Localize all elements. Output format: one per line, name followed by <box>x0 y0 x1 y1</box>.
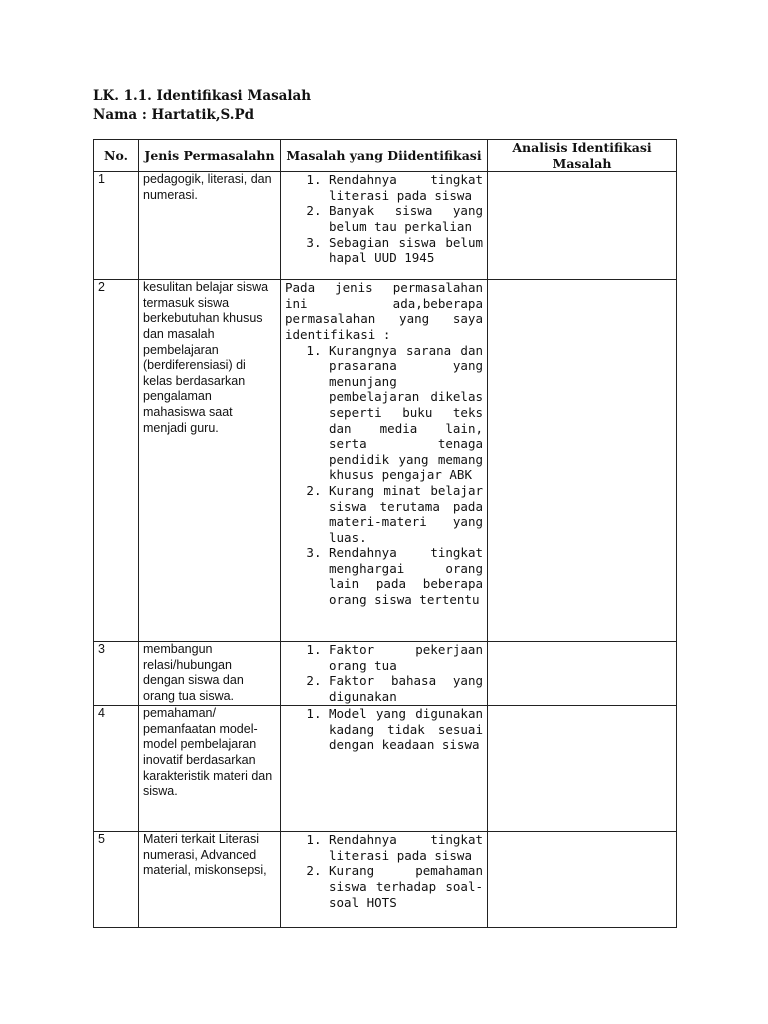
title-block <box>93 87 311 125</box>
jenis-cell: membangun relasi/hubungan dengan siswa dan orang tua siswa. <box>139 642 281 706</box>
masalah-cell <box>281 832 488 928</box>
row-number: 1 <box>94 172 139 280</box>
masalah-intro: Pada jenis permasalahan ini ada,beberapa permasalahan yang saya identifikasi : <box>285 280 483 342</box>
header-masalah: Masalah yang Diidentifikasi <box>281 140 488 172</box>
table-row <box>94 280 677 642</box>
list-item: 2. Banyak siswa yang belum tau perkalian <box>329 203 483 234</box>
header-no: No. <box>94 140 139 172</box>
row-number: 5 <box>94 832 139 928</box>
list-item: 2. Kurang minat belajar siswa terutama pada materi-materi yang luas. <box>329 483 483 545</box>
header-jenis: Jenis Permasalahn <box>139 140 281 172</box>
masalah-cell <box>281 642 488 706</box>
identification-table <box>93 139 677 928</box>
table-row <box>94 642 677 706</box>
table-row <box>94 706 677 832</box>
row-number: 2 <box>94 280 139 642</box>
analisis-cell <box>488 642 677 706</box>
header-analisis: Analisis Identifikasi Masalah <box>488 140 677 172</box>
analisis-cell <box>488 172 677 280</box>
analisis-cell <box>488 280 677 642</box>
jenis-cell: kesulitan belajar siswa termasuk siswa berkebutuhan khusus dan masalah pembelajaran (berdiferensiasi) di kelas berdasarkan pengalaman mahasiswa saat menjadi guru. <box>139 280 281 642</box>
masalah-cell <box>281 706 488 832</box>
list-item: 2. Faktor bahasa yang digunakan <box>329 673 483 704</box>
document-title: LK. 1.1. Identifikasi Masalah <box>93 88 312 104</box>
masalah-cell <box>281 280 488 642</box>
list-item: 1. Rendahnya tingkat literasi pada siswa <box>329 832 483 863</box>
jenis-cell: pedagogik, literasi, dan numerasi. <box>139 172 281 280</box>
masalah-cell <box>281 172 488 280</box>
list-item: 1. Model yang digunakan kadang tidak sesuai dengan keadaan siswa <box>329 706 483 753</box>
jenis-cell: pemahaman/ pemanfaatan model-model pembelajaran inovatif berdasarkan karakteristik materi dan siswa. <box>139 706 281 832</box>
list-item: 1. Kurangnya sarana dan prasarana yang menunjang pembelajaran dikelas seperti buku teks dan media lain, serta tenaga pendidik yang memang khusus pengajar ABK <box>329 343 483 483</box>
list-item: 2. Kurang pemahaman siswa terhadap soal-soal HOTS <box>329 863 483 910</box>
table-header-row <box>94 140 677 172</box>
table-row <box>94 832 677 928</box>
row-number: 4 <box>94 706 139 832</box>
analisis-cell <box>488 706 677 832</box>
list-item: 3. Rendahnya tingkat menghargai orang lain pada beberapa orang siswa tertentu <box>329 545 483 607</box>
analisis-cell <box>488 832 677 928</box>
list-item: 1. Faktor pekerjaan orang tua <box>329 642 483 673</box>
list-item: 3. Sebagian siswa belum hapal UUD 1945 <box>329 235 483 266</box>
row-number: 3 <box>94 642 139 706</box>
author-name: Nama : Hartatik,S.Pd <box>93 107 255 123</box>
table-row <box>94 172 677 280</box>
jenis-cell: Materi terkait Literasi numerasi, Advanced material, miskonsepsi, <box>139 832 281 928</box>
list-item: 1. Rendahnya tingkat literasi pada siswa <box>329 172 483 203</box>
